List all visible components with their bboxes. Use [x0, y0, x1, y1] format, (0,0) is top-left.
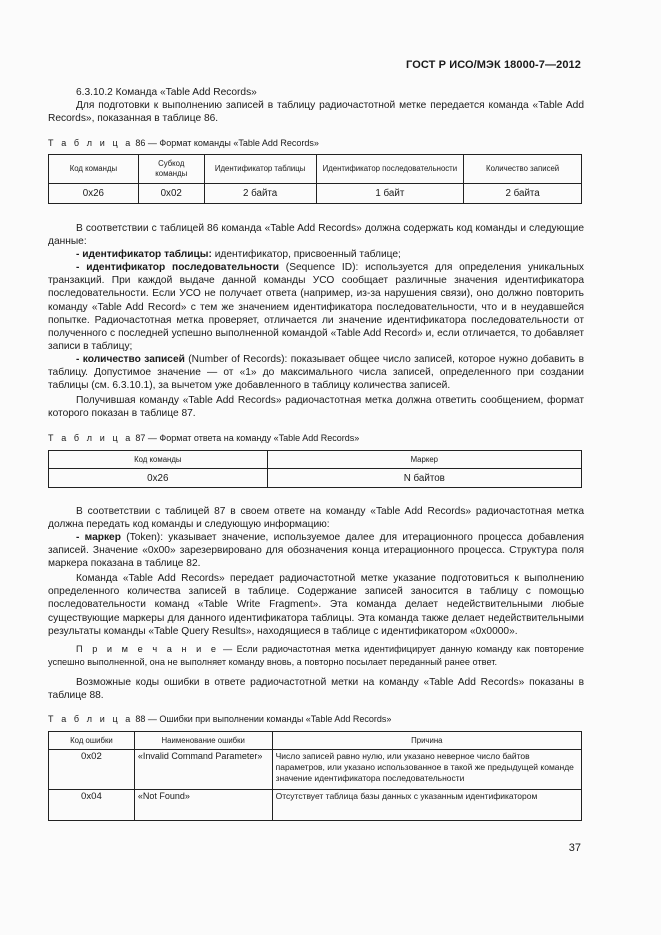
caption-text: 88 — Ошибки при выполнении команды «Table Add Records» — [132, 714, 392, 724]
header-cell: Код команды — [49, 451, 268, 469]
table-cell: «Invalid Command Parameter» — [134, 750, 272, 790]
header-cell: Наименование ошибки — [134, 732, 272, 750]
definition: идентификатор, присвоенный таблице; — [211, 249, 401, 260]
header-cell: Причина — [272, 732, 581, 750]
command-paragraph: Команда «Table Add Records» передает радиочастотной метке указание подготовиться к выполнению определенного количества записей в таблице. Содержание записей заносится в таблицу с помощью последовательности команд «Table Write Fragment». Эта команда делает недействительными любые существующие маркеры для данного идентификатора таблицы. Эта команда также делает недействительными результаты команды «Table Query Results», находящиеся в таблице с идентификатором «0x0000». — [48, 573, 584, 637]
header-cell: Идентификатор таблицы — [204, 155, 316, 184]
header-cell: Субкод команды — [138, 155, 204, 184]
caption-prefix: Т а б л и ц а — [48, 714, 133, 724]
table-cell: N байтов — [267, 469, 581, 488]
table-cell: 2 байта — [204, 184, 316, 204]
table-cell: 1 байт — [316, 184, 464, 204]
header-cell: Идентификатор последовательности — [316, 155, 464, 184]
requirements-paragraph: В соответствии с таблицей 86 команда «Table Add Records» должна содержать код команды и следующие данные: — [48, 223, 584, 248]
definition: (Token): указывает значение, используемое далее для итерационного процесса добавления записей. Значение «0x00» зарезервировано для обозначения конца итерационного процесса. Структура поля маркера показана в таблице 82. — [48, 532, 584, 570]
caption-text: 87 — Формат ответа на команду «Table Add Records» — [132, 433, 360, 443]
note — [48, 643, 584, 668]
definition: (Sequence ID): используется для определения уникальных транзакций. При каждой выдаче данной команды УСО сообщает различные значения идентификатора последовательности. Если УСО не получает ответа (например, из-за нарушения связи), оно должно повторить команду «Table Add Record» с тем же значением идентификатора последовательности, что и в неудавшейся попытке. Радиочастотная метка проверяет, отличается ли значение идентификатора последовательности от полученного с последней успешно выполненной командой «Table Add Record» и, если отличается, то добавляет записи в таблицу; — [48, 262, 584, 353]
document-header: ГОСТ Р ИСО/МЭК 18000-7—2012 — [406, 59, 581, 71]
table-cell: Число записей равно нулю, или указано неверное число байтов параметров, или указано использованное в такой же предыдущей команде значение идентификатора последовательности — [272, 750, 581, 790]
definition: (Number of Records): показывает общее число записей, которое нужно добавить в таблицу. Допустимое значение — от «1» до максимального числа записей, определенного при создании таблицы (см. 6.3.10.1), за вычетом уже добавленного в таблицу количества записей. — [48, 354, 584, 392]
list-item-number-of-records — [48, 353, 584, 393]
list-item-marker — [48, 531, 584, 571]
note-text: — Если радиочастотная метка идентифицирует данную команду как повторение успешно выполненной, она не выполняет команду вновь, а повторно посылает переданный ранее ответ. — [48, 644, 585, 667]
list-item-sequence-id — [48, 261, 584, 353]
table-cell: 0x26 — [49, 184, 139, 204]
caption-prefix: Т а б л и ц а — [48, 433, 133, 443]
table-88 — [48, 731, 582, 821]
table-87-paragraph: В соответствии с таблицей 87 в своем ответе на команду «Table Add Records» радиочастотная метка должна передать код команды и следующую информацию: — [48, 506, 584, 531]
section-title: 6.3.10.2 Команда «Table Add Records» — [76, 87, 257, 98]
note-label: П р и м е ч а н и е — [76, 644, 219, 654]
term: - идентификатор таблицы: — [76, 249, 212, 260]
header-cell: Код ошибки — [49, 732, 135, 750]
term: - маркер — [76, 532, 121, 543]
table-cell: 0x04 — [49, 790, 135, 821]
caption-text: 86 — Формат команды «Table Add Records» — [132, 138, 319, 148]
table-87-caption — [48, 433, 359, 443]
list-item-table-id — [48, 248, 584, 261]
caption-prefix: Т а б л и ц а — [48, 138, 133, 148]
response-paragraph: Получившая команду «Table Add Records» радиочастотная метка должна ответить сообщением, формат которого показан в таблице 87. — [48, 395, 584, 420]
table-88-caption — [48, 714, 391, 724]
table-86-caption — [48, 138, 319, 148]
table-cell: «Not Found» — [134, 790, 272, 821]
header-cell: Маркер — [267, 451, 581, 469]
table-87 — [48, 450, 582, 488]
header-cell: Количество записей — [464, 155, 582, 184]
table-86 — [48, 154, 582, 204]
term: - идентификатор последовательности — [76, 262, 279, 273]
table-cell: 2 байта — [464, 184, 582, 204]
intro-paragraph: Для подготовки к выполнению записей в таблицу радиочастотной метке передается команда «Table Add Records», показанная в таблице 86. — [48, 100, 584, 125]
table-cell: 0x02 — [138, 184, 204, 204]
term: - количество записей — [76, 354, 185, 365]
table-cell: 0x26 — [49, 469, 268, 488]
page-number: 37 — [568, 842, 581, 854]
header-cell: Код команды — [49, 155, 139, 184]
table-cell: 0x02 — [49, 750, 135, 790]
table-cell: Отсутствует таблица базы данных с указанным идентификатором — [272, 790, 581, 821]
errors-paragraph: Возможные коды ошибки в ответе радиочастотной метки на команду «Table Add Records» показаны в таблице 88. — [48, 677, 584, 702]
